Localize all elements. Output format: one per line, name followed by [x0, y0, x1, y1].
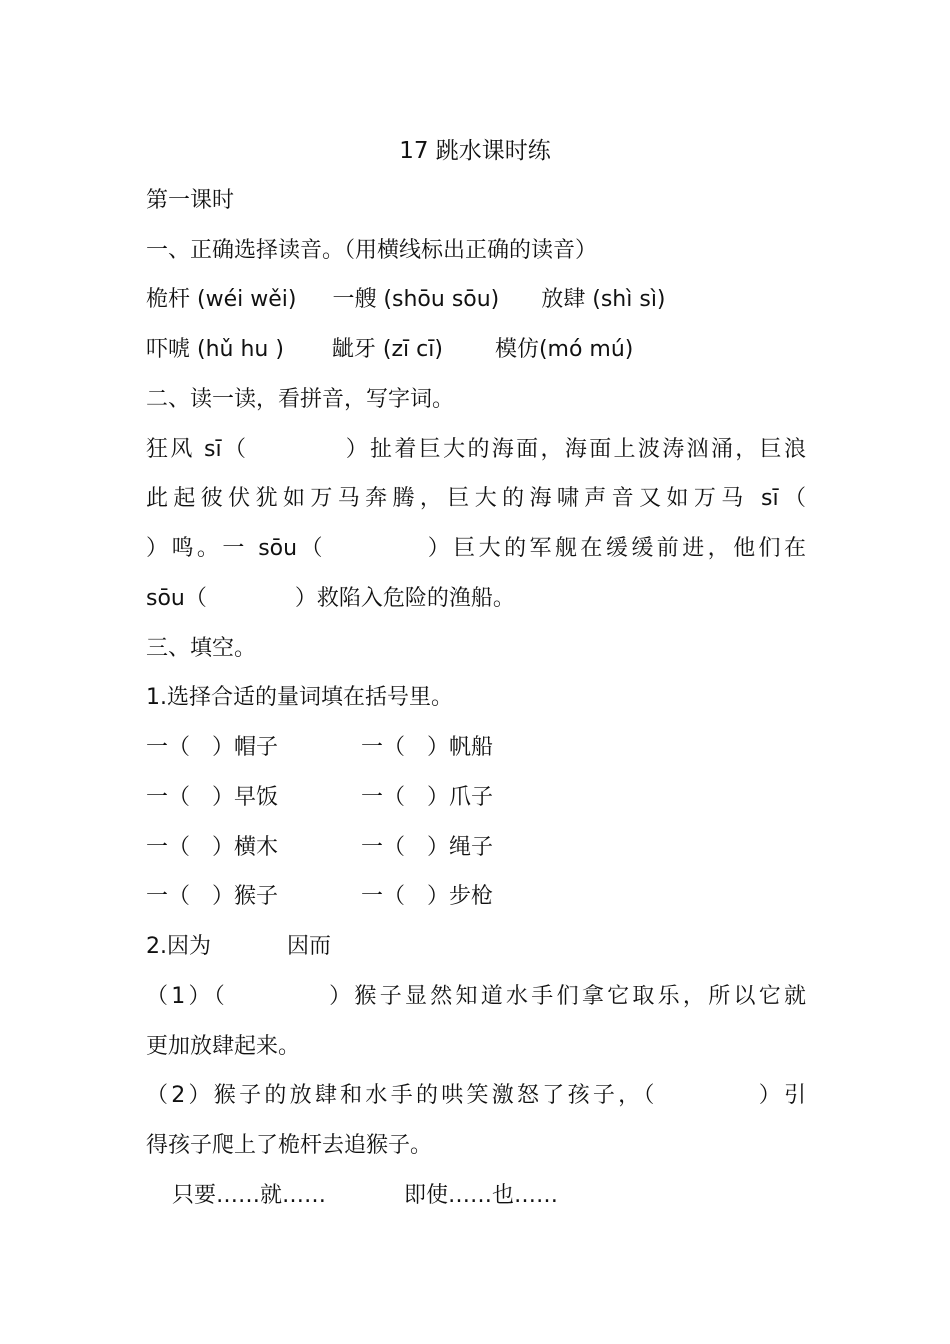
question-2-line: （1）（ ）猴子显然知道水手们拿它取乐，所以它就	[146, 984, 806, 1009]
conjunction-option: 因而	[287, 934, 332, 959]
section1-heading: 一、正确选择读音。（用横线标出正确的读音）	[146, 238, 598, 263]
conjunction-option: 2.因为	[146, 934, 211, 959]
question-2-line: 得孩子爬上了桅杆去追猴子。	[146, 1133, 433, 1158]
measure-word-item: 一（ ）猴子	[146, 884, 279, 909]
conjunction-option: 只要……就……	[172, 1183, 327, 1208]
measure-word-item: 一（ ）帆船	[361, 735, 494, 760]
question-2-words	[146, 932, 806, 962]
question-2-line: （2）猴子的放肆和水手的哄笑激怒了孩子，（ ）引	[146, 1083, 806, 1108]
paragraph-line: 此起彼伏犹如万马奔腾，巨大的海啸声音又如万马 sī（	[146, 486, 806, 511]
measure-word-item: 一（ ）步枪	[361, 884, 494, 909]
measure-word-item: 一（ ）早饭	[146, 785, 279, 810]
pinyin-item: 放肆 (shì sì)	[541, 287, 666, 312]
section3-heading: 三、填空。	[146, 636, 257, 661]
measure-word-row	[146, 882, 806, 912]
pinyin-item: 模仿(mó mú)	[494, 337, 634, 362]
section2-heading: 二、读一读，看拼音，写字词。	[146, 387, 455, 412]
measure-word-row	[146, 733, 806, 763]
measure-word-item: 一（ ）帽子	[146, 735, 279, 760]
measure-word-row	[146, 833, 806, 863]
paragraph-line: ）鸣。一 sōu（ ）巨大的军舰在缓缓前进，他们在	[146, 536, 806, 561]
pinyin-item: 龇牙 (zī cī)	[331, 337, 443, 362]
page-title: 17 跳水课时练	[399, 138, 551, 164]
paragraph-line: 狂风 sī（ ）扯着巨大的海面，海面上波涛汹涌，巨浪	[146, 437, 806, 462]
pinyin-item: 桅杆 (wéi wěi)	[146, 287, 297, 312]
paragraph-line: sōu（ ）救陷入危险的渔船。	[146, 586, 515, 611]
question-2-line: 更加放肆起来。	[146, 1034, 301, 1059]
measure-word-row	[146, 783, 806, 813]
measure-word-item: 一（ ）爪子	[361, 785, 494, 810]
measure-word-item: 一（ ）横木	[146, 835, 279, 860]
pinyin-row-2	[146, 335, 806, 365]
question-3-words	[172, 1181, 832, 1211]
conjunction-option: 即使……也……	[404, 1183, 559, 1208]
question-1: 1.选择合适的量词填在括号里。	[146, 685, 453, 710]
measure-word-item: 一（ ）绳子	[361, 835, 494, 860]
lesson-label: 第一课时	[146, 188, 235, 213]
pinyin-item: 吓唬 (hǔ hu )	[146, 337, 284, 362]
pinyin-item: 一艘 (shōu sōu)	[332, 287, 500, 312]
pinyin-row-1	[146, 285, 806, 315]
